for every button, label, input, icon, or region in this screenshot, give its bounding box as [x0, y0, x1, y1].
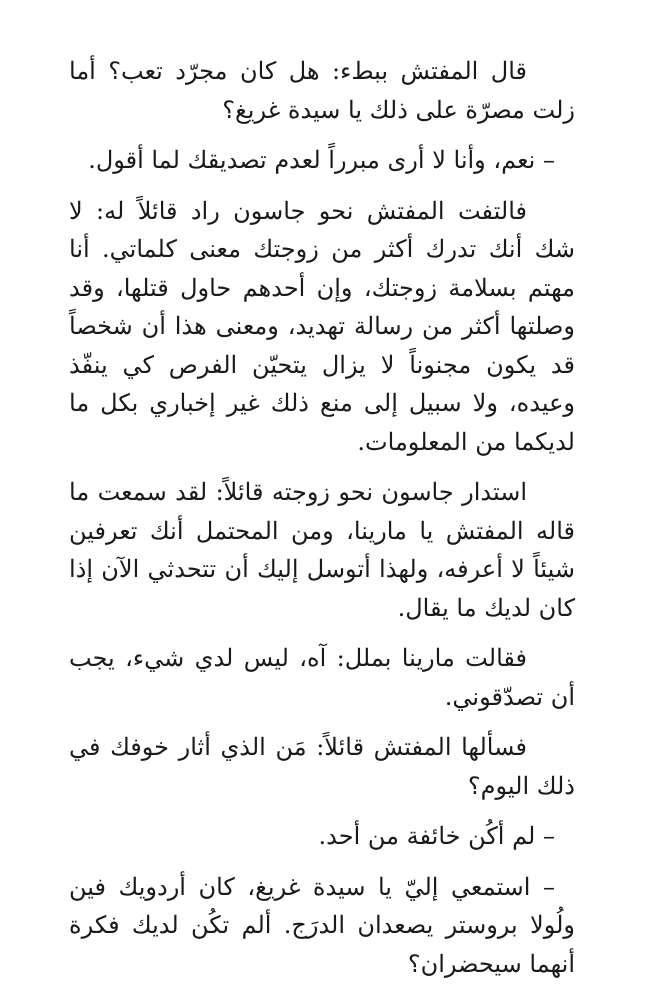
paragraph-5: فقالت مارينا بملل: آه، ليس لدي شيء، يجب أن تصدّقوني. [69, 644, 575, 711]
paragraph-6: فسألها المفتش قائلاً: مَن الذي أثار خوفك في ذلك اليوم؟ [69, 733, 575, 800]
paragraph-4: استدار جاسون نحو زوجته قائلاً: لقد سمعت ما قاله المفتش يا مارينا، ومن المحتمل أنك تعرفين شيئاً لا أعرفه، ولهذا أتوسل إليك أن تتحدثي الآن إذا كان لديك ما يقال. [69, 478, 575, 622]
paragraph-2-dialog: – نعم، وأنا لا أرى مبرراً لعدم تصديقك لما أقول. [88, 146, 555, 174]
paragraph-7-dialog: – لم أكُن خائفة من أحد. [318, 822, 555, 850]
paragraph-1: قال المفتش ببطء: هل كان مجرّد تعب؟ أما زلت مصرّة على ذلك يا سيدة غريغ؟ [69, 57, 575, 124]
paragraph-8-dialog: – استمعي إليّ يا سيدة غريغ، كان أردويك فين ولُولا بروستر يصعدان الدرَج. ألم تكُن لديك فكرة أنهما سيحضران؟ [69, 872, 575, 978]
book-page [69, 52, 575, 995]
paragraph-3: فالتفت المفتش نحو جاسون راد قائلاً له: لا شك أنك تدرك أكثر من زوجتك معنى كلماتي. أنا مهتم بسلامة زوجتك، وإن أحدهم حاول قتلها، وقد وصلتها أكثر من رسالة تهديد، ومعنى هذا أن شخصاً قد يكون مجنوناً لا يزال يتحيّن الفرص كي ينفّذ وعيده، ولا سبيل إلى منع ذلك غير إخباري بكل ما لديكما من المعلومات. [69, 196, 575, 456]
